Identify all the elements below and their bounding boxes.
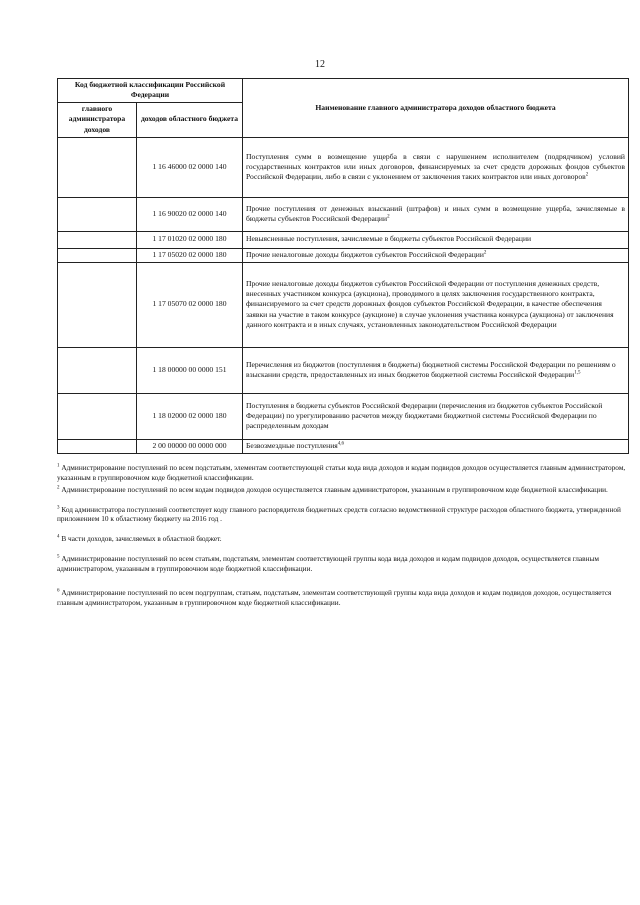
footnote-ref: 2 xyxy=(483,250,487,256)
table-row xyxy=(58,137,629,197)
table-row xyxy=(58,197,629,231)
income-code-cell: 2 00 00000 00 0000 000 xyxy=(137,439,243,453)
footnote: $^2$ Администрирование поступлений по всем кодам подвидов доходов осуществляется главным администратором, указанным в группировочном коде бюджетной классификации. xyxy=(57,484,608,494)
footnote: $^1$ Администрирование поступлений по всем подстатьям, элементам соответствующей статьи кода вида доходов и кодам подвидов доходов осуществляется главным администратором, указанным в группировочном коде бюджетной классификации. xyxy=(57,463,626,482)
footnote: $^4$ В части доходов, зачисляемых в областной бюджет. xyxy=(57,534,222,544)
admin-code-cell xyxy=(58,439,137,453)
income-code-cell: 1 17 05020 02 0000 180 xyxy=(137,248,243,262)
footnote: $^5$ Администрирование поступлений по всем статьям, подстатьям, элементам соответствующей группы кода вида доходов и кодам подвидов доходов, осуществляется главным администратором, указанным в группировочном коде бюджетной классификации. xyxy=(57,554,600,573)
income-name-cell: Поступления в бюджеты субъектов Российской Федерации (перечисления из бюджетов субъектов Российской Федерации) по урегулированию расчетов между бюджетами бюджетной системы Российской Федерации по распределенным доходам xyxy=(243,393,629,439)
footnote-ref: 1,5 xyxy=(574,370,581,376)
admin-code-cell xyxy=(58,137,137,197)
page-number: 12 xyxy=(315,59,325,70)
admin-code-cell xyxy=(58,248,137,262)
footnote-ref: 2 xyxy=(585,172,589,178)
income-code-cell: 1 17 05070 02 0000 180 xyxy=(137,262,243,347)
income-name-cell: Перечисления из бюджетов (поступления в бюджеты) бюджетной системы Российской Федерации по решениям о взыскании средств, предоставленных из иных бюджетов бюджетной системы Российской Федерации$^{1,5}$ xyxy=(243,347,629,393)
income-name-cell: Прочие неналоговые доходы бюджетов субъектов Российской Федерации$^2$ xyxy=(243,248,629,262)
footnotes xyxy=(57,463,629,607)
table-row xyxy=(58,393,629,439)
table-row xyxy=(58,231,629,248)
income-name-cell: Поступления сумм в возмещение ущерба в связи с нарушением исполнителем (подрядчиком) условий государственных контрактов или иных договоров, финансируемых за счет средств дорожных фондов субъектов Российской Федерации, либо в связи с уклонением от заключения таких контрактов или иных договоров$^2$ xyxy=(243,137,629,197)
income-name-cell: Прочие поступления от денежных взысканий (штрафов) и иных сумм в возмещение ущерба, зачисляемые в бюджеты субъектов Российской Федерации$^2$ xyxy=(243,197,629,231)
admin-code-cell xyxy=(58,231,137,248)
header-regional-income: доходов областного бюджета xyxy=(137,102,243,137)
admin-code-cell xyxy=(58,393,137,439)
income-name-cell: Невыясненные поступления, зачисляемые в бюджеты субъектов Российской Федерации xyxy=(243,231,629,248)
admin-code-cell xyxy=(58,197,137,231)
header-budget-code-group: Код бюджетной классификации Российской Федерации xyxy=(58,79,243,103)
income-code-cell: 1 18 00000 00 0000 151 xyxy=(137,347,243,393)
table-row xyxy=(58,248,629,262)
income-code-cell: 1 16 46000 02 0000 140 xyxy=(137,137,243,197)
table-row xyxy=(58,347,629,393)
income-name-cell: Прочие неналоговые доходы бюджетов субъектов Российской Федерации от поступления денежных средств, внесенных участником конкурса (аукциона), проводимого в целях заключения государственного контракта, финансируемого за счет средств дорожных фондов субъектов Российской Федерации, в качестве обеспечения заявки на участие в таком конкурсе (аукционе) в случае уклонения участника конкурса (аукциона) от заключения данного контракта и в иных случаях, установленных законодательством Российской Федерации xyxy=(243,262,629,347)
budget-classification-table xyxy=(57,78,629,454)
header-main-administrator: главного администратора доходов xyxy=(58,102,137,137)
footnote-ref: 2 xyxy=(387,214,390,220)
income-code-cell: 1 17 01020 02 0000 180 xyxy=(137,231,243,248)
footnote: $^3$ Код администратора поступлений соответствует коду главного распорядителя бюджетных средств согласно ведомственной структуре расходов областного бюджета, утвержденной приложением 10 к областному бюджету на 2016 год . xyxy=(57,504,621,524)
header-administrator-name: Наименование главного администратора доходов областного бюджета xyxy=(243,79,629,138)
admin-code-cell xyxy=(58,347,137,393)
income-name-cell: Безвозмездные поступления$^{4,6}$ xyxy=(243,439,629,453)
footnote-ref: 4,6 xyxy=(337,441,345,447)
income-code-cell: 1 16 90020 02 0000 140 xyxy=(137,197,243,231)
table-row xyxy=(58,439,629,453)
table-row xyxy=(58,262,629,347)
admin-code-cell xyxy=(58,262,137,347)
footnote: $^6$ Администрирование поступлений по всем подгруппам, статьям, подстатьям, элементам соответствующей группы кода вида доходов и кодам подвидов доходов, осуществляется главным администратором, указанным в группировочном коде бюджетной классификации. xyxy=(57,587,612,607)
income-code-cell: 1 18 02000 02 0000 180 xyxy=(137,393,243,439)
